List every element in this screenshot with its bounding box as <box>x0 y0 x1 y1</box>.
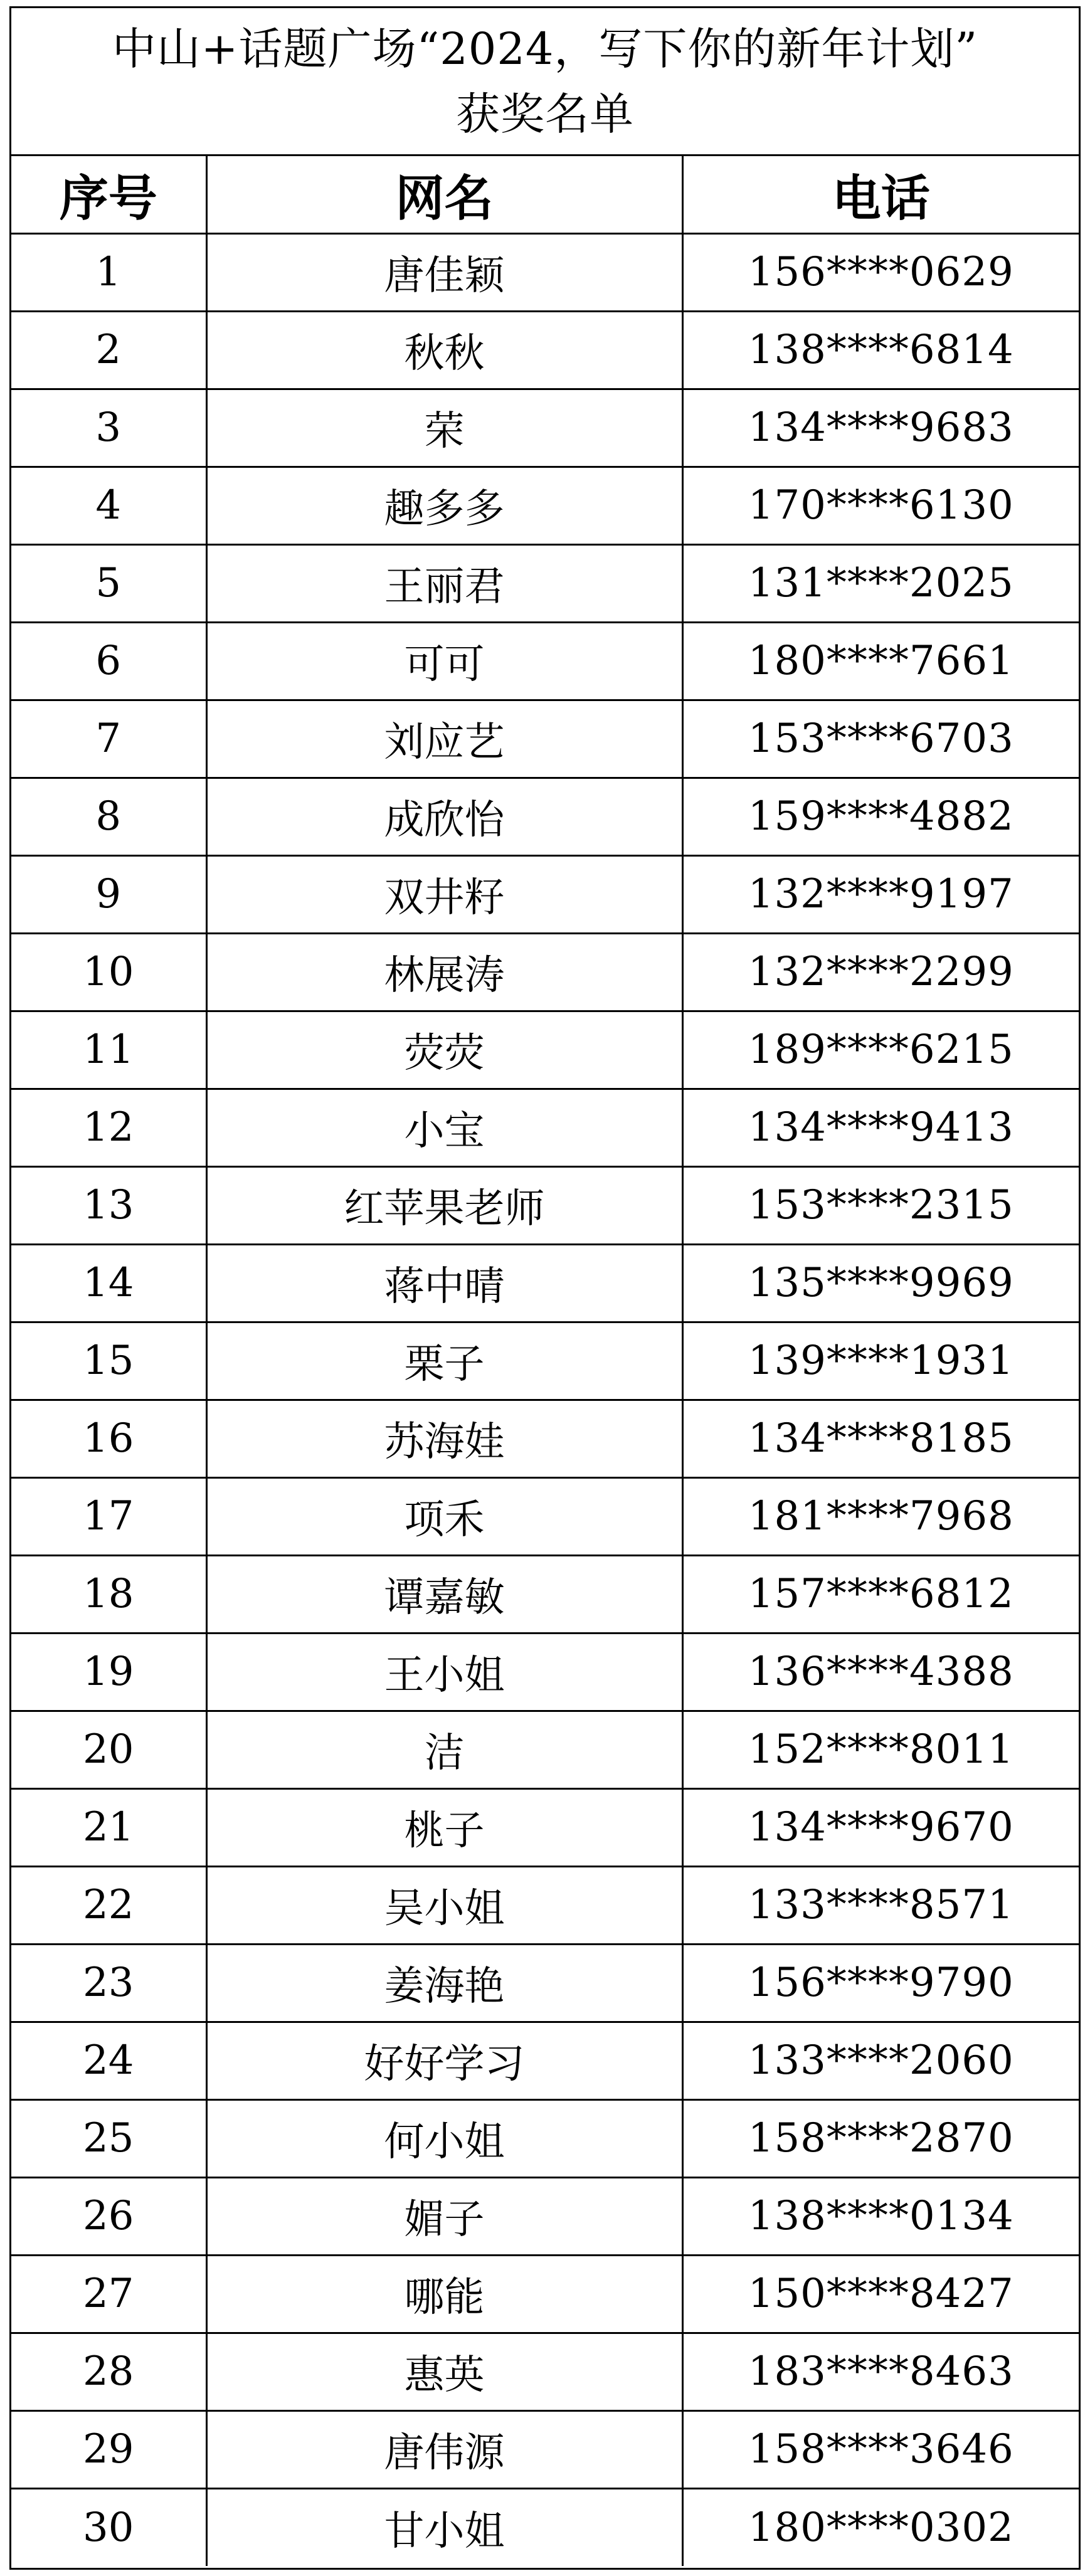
row-nickname: 姜海艳 <box>206 1944 682 2022</box>
row-phone: 156****9790 <box>682 1944 1079 2022</box>
row-phone: 189****6215 <box>682 1011 1079 1089</box>
row-phone: 170****6130 <box>682 467 1079 544</box>
row-index: 8 <box>11 778 206 855</box>
row-index: 6 <box>11 622 206 700</box>
row-phone: 139****1931 <box>682 1322 1079 1400</box>
row-nickname: 双井籽 <box>206 855 682 933</box>
row-nickname: 谭嘉敏 <box>206 1555 682 1633</box>
row-nickname: 吴小姐 <box>206 1866 682 1944</box>
row-index: 5 <box>11 544 206 622</box>
table-row <box>11 778 1079 855</box>
table-row <box>11 233 1079 311</box>
row-phone: 134****8185 <box>682 1400 1079 1477</box>
table-row <box>11 2255 1079 2333</box>
row-phone: 132****9197 <box>682 855 1079 933</box>
row-index: 19 <box>11 1633 206 1711</box>
row-nickname: 蒋中晴 <box>206 1244 682 1322</box>
row-nickname: 红苹果老师 <box>206 1166 682 1244</box>
row-nickname: 洁 <box>206 1711 682 1788</box>
row-nickname: 王小姐 <box>206 1633 682 1711</box>
row-index: 16 <box>11 1400 206 1477</box>
table-row <box>11 1089 1079 1166</box>
row-index: 29 <box>11 2410 206 2488</box>
table-row <box>11 2410 1079 2488</box>
page-subtitle: 获奖名单 <box>456 88 634 140</box>
table-row <box>11 1866 1079 1944</box>
column-header-name: 网名 <box>206 156 682 233</box>
row-phone: 133****8571 <box>682 1866 1079 1944</box>
row-index: 14 <box>11 1244 206 1322</box>
row-index: 25 <box>11 2099 206 2177</box>
row-nickname: 项禾 <box>206 1477 682 1555</box>
table-row <box>11 700 1079 778</box>
row-index: 18 <box>11 1555 206 1633</box>
row-nickname: 媚子 <box>206 2177 682 2255</box>
row-index: 26 <box>11 2177 206 2255</box>
row-phone: 156****0629 <box>682 233 1079 311</box>
row-index: 27 <box>11 2255 206 2333</box>
table-row <box>11 1244 1079 1322</box>
table-row <box>11 1166 1079 1244</box>
table-row <box>11 1633 1079 1711</box>
row-nickname: 王丽君 <box>206 544 682 622</box>
table-row <box>11 2333 1079 2410</box>
row-phone: 153****6703 <box>682 700 1079 778</box>
row-nickname: 何小姐 <box>206 2099 682 2177</box>
table-row <box>11 1711 1079 1788</box>
row-phone: 181****7968 <box>682 1477 1079 1555</box>
table-row <box>11 2488 1079 2566</box>
row-phone: 138****0134 <box>682 2177 1079 2255</box>
row-phone: 134****9413 <box>682 1089 1079 1166</box>
row-index: 12 <box>11 1089 206 1166</box>
row-nickname: 成欣怡 <box>206 778 682 855</box>
title-block <box>11 8 1079 156</box>
row-nickname: 小宝 <box>206 1089 682 1166</box>
row-index: 23 <box>11 1944 206 2022</box>
row-index: 11 <box>11 1011 206 1089</box>
header-row <box>11 156 1079 233</box>
row-phone: 134****9670 <box>682 1788 1079 1866</box>
row-index: 3 <box>11 389 206 467</box>
row-index: 1 <box>11 233 206 311</box>
row-index: 20 <box>11 1711 206 1788</box>
table-row <box>11 1011 1079 1089</box>
row-phone: 157****6812 <box>682 1555 1079 1633</box>
table-row <box>11 1944 1079 2022</box>
row-index: 13 <box>11 1166 206 1244</box>
row-nickname: 唐佳颖 <box>206 233 682 311</box>
winners-sheet <box>9 6 1081 2570</box>
row-index: 24 <box>11 2022 206 2099</box>
table-row <box>11 2177 1079 2255</box>
table-row <box>11 2022 1079 2099</box>
row-index: 21 <box>11 1788 206 1866</box>
row-phone: 150****8427 <box>682 2255 1079 2333</box>
table-row <box>11 1788 1079 1866</box>
row-nickname: 林展涛 <box>206 933 682 1011</box>
row-nickname: 可可 <box>206 622 682 700</box>
row-index: 7 <box>11 700 206 778</box>
table-body <box>11 233 1079 2566</box>
row-phone: 132****2299 <box>682 933 1079 1011</box>
table-row <box>11 855 1079 933</box>
row-phone: 152****8011 <box>682 1711 1079 1788</box>
row-phone: 158****3646 <box>682 2410 1079 2488</box>
table-row <box>11 2099 1079 2177</box>
row-phone: 136****4388 <box>682 1633 1079 1711</box>
row-nickname: 苏海娃 <box>206 1400 682 1477</box>
row-nickname: 秋秋 <box>206 311 682 389</box>
row-nickname: 趣多多 <box>206 467 682 544</box>
table-row <box>11 544 1079 622</box>
row-nickname: 刘应艺 <box>206 700 682 778</box>
row-index: 2 <box>11 311 206 389</box>
table-row <box>11 467 1079 544</box>
page-title: 中山+话题广场“2024，写下你的新年计划” <box>112 23 978 75</box>
row-phone: 131****2025 <box>682 544 1079 622</box>
row-nickname: 惠英 <box>206 2333 682 2410</box>
table-row <box>11 622 1079 700</box>
table-row <box>11 389 1079 467</box>
row-nickname: 唐伟源 <box>206 2410 682 2488</box>
row-nickname: 栗子 <box>206 1322 682 1400</box>
row-phone: 158****2870 <box>682 2099 1079 2177</box>
row-phone: 159****4882 <box>682 778 1079 855</box>
row-phone: 138****6814 <box>682 311 1079 389</box>
row-index: 15 <box>11 1322 206 1400</box>
table-row <box>11 1400 1079 1477</box>
row-nickname: 荣 <box>206 389 682 467</box>
row-nickname: 好好学习 <box>206 2022 682 2099</box>
table-row <box>11 1322 1079 1400</box>
row-phone: 153****2315 <box>682 1166 1079 1244</box>
row-index: 17 <box>11 1477 206 1555</box>
column-header-phone: 电话 <box>682 156 1079 233</box>
row-phone: 180****0302 <box>682 2488 1079 2566</box>
row-phone: 134****9683 <box>682 389 1079 467</box>
table-row <box>11 1555 1079 1633</box>
winners-table <box>11 156 1079 2566</box>
row-index: 22 <box>11 1866 206 1944</box>
row-index: 28 <box>11 2333 206 2410</box>
table-row <box>11 311 1079 389</box>
row-phone: 133****2060 <box>682 2022 1079 2099</box>
row-phone: 180****7661 <box>682 622 1079 700</box>
row-index: 4 <box>11 467 206 544</box>
row-nickname: 哪能 <box>206 2255 682 2333</box>
row-index: 10 <box>11 933 206 1011</box>
table-row <box>11 1477 1079 1555</box>
row-phone: 183****8463 <box>682 2333 1079 2410</box>
row-phone: 135****9969 <box>682 1244 1079 1322</box>
row-index: 30 <box>11 2488 206 2566</box>
row-index: 9 <box>11 855 206 933</box>
row-nickname: 甘小姐 <box>206 2488 682 2566</box>
table-row <box>11 933 1079 1011</box>
row-nickname: 桃子 <box>206 1788 682 1866</box>
row-nickname: 荧荧 <box>206 1011 682 1089</box>
column-header-index: 序号 <box>11 156 206 233</box>
